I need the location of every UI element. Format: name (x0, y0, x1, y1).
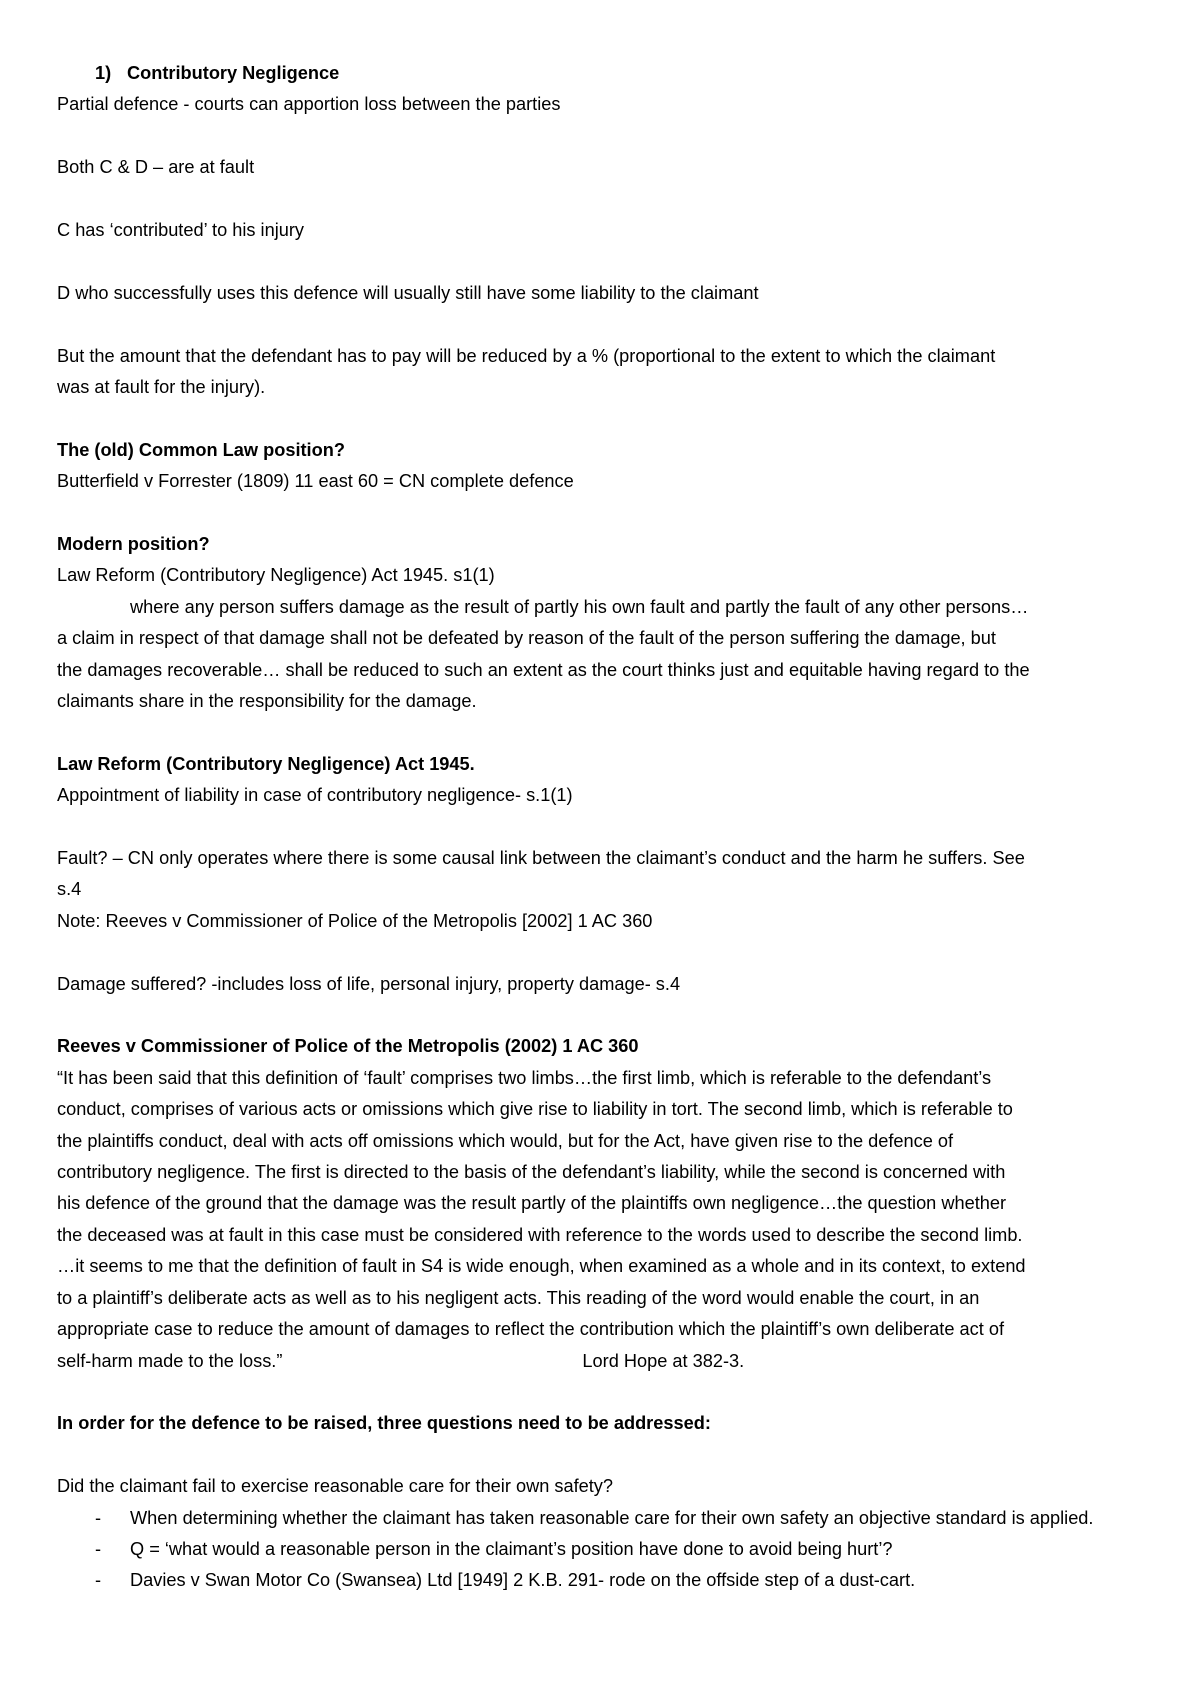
old-position-heading: The (old) Common Law position? (57, 439, 345, 460)
section-title: Contributory Negligence (127, 63, 340, 83)
reeves-quote-line: “It has been said that this definition of ‘fault’ comprises two limbs…the first limb, which is referable to the defendant’s (57, 1067, 992, 1088)
act-heading: Law Reform (Contributory Negligence) Act 1945. (57, 753, 475, 774)
spacer (57, 717, 1157, 748)
both-fault-text: Both C & D – are at fault (57, 157, 255, 178)
spacer (57, 812, 1157, 843)
dash-bullet-icon: - (95, 1538, 102, 1559)
statute-quote-line: claimants share in the responsibility for the damage. (57, 691, 477, 712)
spacer (57, 246, 1157, 277)
partial-defence-text: Partial defence - courts can apportion loss between the parties (57, 94, 561, 115)
spacer (57, 184, 1157, 215)
reeves-quote-end: self-harm made to the loss.” (57, 1350, 283, 1371)
spacer (57, 1000, 1157, 1031)
reeves-quote-line: to a plaintiff’s deliberate acts as well as to his negligent acts. This reading of the word would enable the court, in an (57, 1287, 980, 1308)
amount-text-line-2: was at fault for the injury). (57, 377, 266, 397)
question-one: Did the claimant fail to exercise reasonable care for their own safety? (57, 1476, 614, 1497)
statute-quote-line: the damages recoverable… shall be reduced to such an extent as the court thinks just and equitable having regard to the (57, 659, 1030, 680)
liability-text: D who successfully uses this defence will usually still have some liability to the claimant (57, 282, 759, 303)
spacer (57, 498, 1157, 529)
section-heading (57, 58, 1157, 89)
reeves-quote-line: his defence of the ground that the damage was the result partly of the plaintiffs own negligence…the question whether (57, 1193, 1007, 1214)
bullet-item (57, 1503, 1157, 1534)
spacer (57, 121, 1157, 152)
spacer (57, 1377, 1157, 1408)
spacer (57, 1440, 1157, 1471)
fault-text-line-2: s.4 (57, 879, 82, 900)
spacer (57, 937, 1157, 968)
dash-bullet-icon: - (95, 1507, 102, 1528)
reeves-heading: Reeves v Commissioner of Police of the Metropolis (2002) 1 AC 360 (57, 1036, 639, 1057)
bullet-text: Q = ‘what would a reasonable person in the claimant’s position have done to avoid being hurt’? (130, 1538, 893, 1559)
questions-heading: In order for the defence to be raised, three questions need to be addressed: (57, 1413, 711, 1434)
contributed-text: C has ‘contributed’ to his injury (57, 220, 304, 240)
reeves-quote-line: …it seems to me that the definition of fault in S4 is wide enough, when examined as a whole and in its context, to extend (57, 1256, 1026, 1277)
old-position-case: Butterfield v Forrester (1809) 11 east 60 = CN complete defence (57, 471, 574, 492)
modern-position-heading: Modern position? (57, 534, 210, 554)
damage-text: Damage suffered? -includes loss of life, personal injury, property damage- s.4 (57, 973, 681, 994)
bullet-text: When determining whether the claimant has taken reasonable care for their own safety an objective standard is applied. (130, 1507, 1094, 1528)
reeves-quote-line: appropriate case to reduce the amount of damages to reflect the contribution which the plaintiff’s own deliberate act of (57, 1319, 1004, 1340)
section-number: 1) (95, 63, 112, 83)
appointment-text: Appointment of liability in case of contributory negligence- s.1(1) (57, 785, 573, 806)
note-text: Note: Reeves v Commissioner of Police of the Metropolis [2002] 1 AC 360 (57, 910, 653, 931)
bullet-item (57, 1565, 1157, 1596)
amount-text-line-1: But the amount that the defendant has to pay will be reduced by a % (proportional to the extent to which the claimant (57, 345, 996, 366)
reeves-attribution: Lord Hope at 382-3. (582, 1350, 745, 1371)
reeves-quote-last-line (57, 1346, 1157, 1377)
reeves-quote-line: the deceased was at fault in this case must be considered with reference to the words used to describe the second limb. (57, 1224, 1023, 1245)
fault-text-line-1: Fault? – CN only operates where there is some causal link between the claimant’s conduct and the harm he suffers. See (57, 848, 1025, 869)
reeves-quote-line: the plaintiffs conduct, deal with acts off omissions which would, but for the Act, have given rise to the defence of (57, 1130, 954, 1151)
reeves-quote-line: contributory negligence. The first is directed to the basis of the defendant’s liability, while the second is concerned with (57, 1162, 1006, 1183)
question-one-bullets (57, 1503, 1157, 1597)
statute-quote-line: where any person suffers damage as the result of partly his own fault and partly the fault of any other persons… (130, 596, 1029, 617)
bullet-item (57, 1534, 1157, 1565)
modern-position-act: Law Reform (Contributory Negligence) Act 1945. s1(1) (57, 565, 495, 586)
bullet-text: Davies v Swan Motor Co (Swansea) Ltd [1949] 2 K.B. 291- rode on the offside step of a dust-cart. (130, 1570, 916, 1591)
statute-quote-line: a claim in respect of that damage shall not be defeated by reason of the fault of the person suffering the damage, but (57, 628, 996, 649)
document-body (57, 58, 1157, 1597)
spacer (57, 309, 1157, 340)
reeves-quote-line: conduct, comprises of various acts or omissions which give rise to liability in tort. The second limb, which is referable to (57, 1099, 1013, 1120)
spacer (57, 403, 1157, 434)
dash-bullet-icon: - (95, 1570, 102, 1591)
